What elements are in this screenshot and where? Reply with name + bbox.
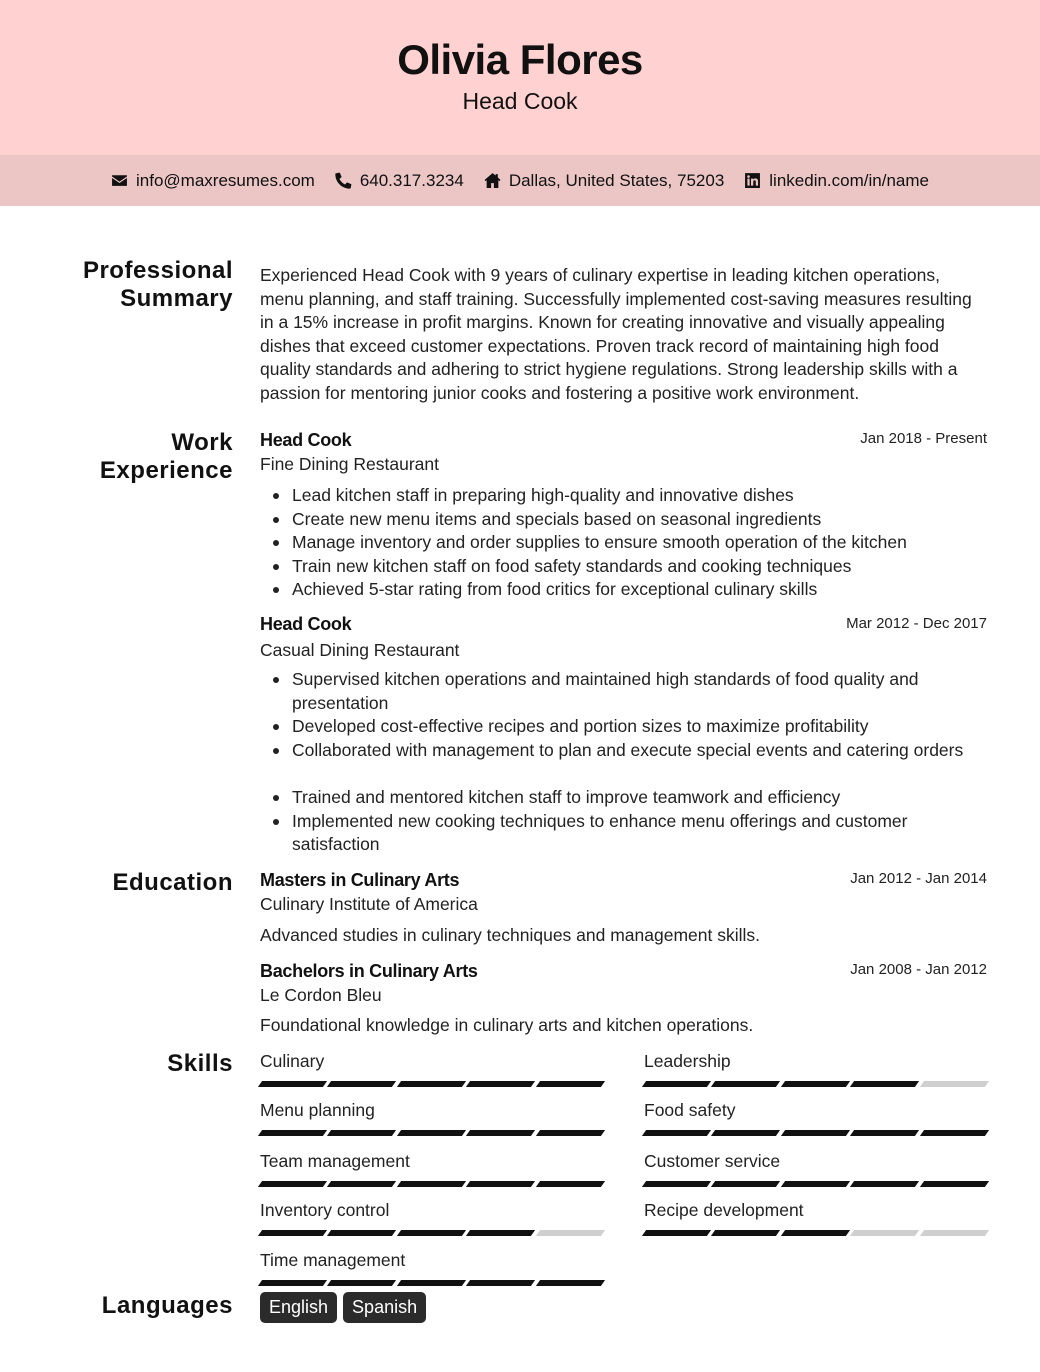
skill-name: Inventory control — [260, 1200, 390, 1220]
skill-segment-filled — [327, 1181, 397, 1187]
skill-segment-filled — [711, 1081, 781, 1087]
job-bullets — [292, 668, 992, 762]
list-item: Supervised kitchen operations and maintained high standards of food quality and presentation — [292, 668, 992, 715]
skill-segment-filled — [397, 1280, 467, 1286]
degree-title: Masters in Culinary Arts — [260, 870, 460, 890]
skill-level-bar — [260, 1081, 603, 1087]
skill-segment-filled — [642, 1181, 712, 1187]
skill-segment-empty — [850, 1230, 920, 1236]
language-tag: Spanish — [343, 1292, 426, 1323]
skill-segment-filled — [466, 1081, 536, 1087]
contact-linkedin[interactable] — [744, 171, 929, 191]
school-name: Culinary Institute of America — [260, 894, 478, 914]
skill-name: Menu planning — [260, 1100, 375, 1120]
contact-email[interactable] — [111, 171, 315, 191]
languages-list — [260, 1292, 426, 1323]
skill-segment-filled — [466, 1181, 536, 1187]
skill-segment-filled — [781, 1130, 851, 1136]
work-heading-line1: Work — [171, 429, 233, 456]
education-date: Jan 2008 - Jan 2012 — [850, 961, 987, 978]
skill-segment-filled — [642, 1230, 712, 1236]
job-title: Head Cook — [260, 614, 352, 634]
contact-location — [484, 171, 724, 191]
skill-name: Food safety — [644, 1100, 736, 1120]
list-item: Trained and mentored kitchen staff to improve teamwork and efficiency — [292, 786, 992, 810]
skill-level-bar — [644, 1181, 987, 1187]
skill-item — [644, 1200, 987, 1236]
phone-text: 640.317.3234 — [359, 170, 464, 190]
job-title: Head Cook — [260, 430, 352, 450]
list-item: Achieved 5-star rating from food critics for exceptional culinary skills — [292, 578, 992, 602]
skill-segment-filled — [466, 1230, 536, 1236]
skill-name: Customer service — [644, 1151, 781, 1171]
skill-segment-filled — [536, 1280, 606, 1286]
skill-segment-empty — [536, 1230, 606, 1236]
list-item: Train new kitchen staff on food safety standards and cooking techniques — [292, 555, 992, 579]
job-date: Mar 2012 - Dec 2017 — [846, 615, 987, 632]
skill-segment-filled — [536, 1081, 606, 1087]
skill-item — [260, 1100, 603, 1136]
skill-segment-filled — [397, 1230, 467, 1236]
skill-segment-filled — [258, 1130, 328, 1136]
job-bullets — [292, 484, 992, 602]
degree-title: Bachelors in Culinary Arts — [260, 961, 478, 981]
education-description: Advanced studies in culinary techniques and management skills. — [260, 925, 761, 945]
linkedin-icon — [744, 172, 761, 189]
skill-item — [644, 1051, 987, 1087]
skill-segment-filled — [258, 1280, 328, 1286]
skill-item — [260, 1151, 603, 1187]
skill-segment-filled — [327, 1081, 397, 1087]
skill-item — [644, 1151, 987, 1187]
skill-segment-filled — [536, 1130, 606, 1136]
skill-segment-filled — [536, 1181, 606, 1187]
skill-segment-filled — [920, 1181, 990, 1187]
envelope-icon — [111, 172, 128, 189]
email-text: info@maxresumes.com — [136, 170, 315, 190]
skill-level-bar — [260, 1230, 603, 1236]
skill-segment-filled — [258, 1181, 328, 1187]
skill-segment-filled — [327, 1280, 397, 1286]
list-item: Lead kitchen staff in preparing high-quality and innovative dishes — [292, 484, 992, 508]
skill-segment-filled — [781, 1230, 851, 1236]
skill-name: Leadership — [644, 1051, 731, 1071]
work-heading — [100, 429, 233, 485]
job-bullets-continued — [292, 786, 992, 857]
resume-header — [0, 0, 1040, 155]
skill-level-bar — [644, 1081, 987, 1087]
list-item: Developed cost-effective recipes and portion sizes to maximize profitability — [292, 715, 992, 739]
list-item: Manage inventory and order supplies to ensure smooth operation of the kitchen — [292, 531, 992, 555]
skill-segment-filled — [920, 1130, 990, 1136]
skill-segment-empty — [920, 1081, 990, 1087]
skill-segment-filled — [397, 1181, 467, 1187]
candidate-role: Head Cook — [462, 88, 578, 114]
skill-level-bar — [260, 1130, 603, 1136]
skill-name: Culinary — [260, 1051, 325, 1071]
skill-segment-filled — [466, 1280, 536, 1286]
skill-name: Time management — [260, 1250, 406, 1270]
skill-segment-filled — [258, 1230, 328, 1236]
skill-level-bar — [260, 1181, 603, 1187]
home-icon — [484, 172, 501, 189]
education-description: Foundational knowledge in culinary arts and kitchen operations. — [260, 1015, 754, 1035]
summary-heading-line2: Summary — [120, 285, 233, 312]
skill-segment-filled — [466, 1130, 536, 1136]
work-heading-line2: Experience — [99, 457, 233, 484]
job-company: Fine Dining Restaurant — [260, 454, 439, 474]
skill-item — [644, 1100, 987, 1136]
candidate-name: Olivia Flores — [397, 36, 643, 83]
skill-segment-filled — [711, 1181, 781, 1187]
skill-level-bar — [644, 1230, 987, 1236]
skill-segment-filled — [781, 1181, 851, 1187]
summary-text: Experienced Head Cook with 9 years of culinary expertise in leading kitchen operations, menu planning, and staff training. Successfully implemented cost-saving measures resulting in a 15% increase in profit margins. Known for creating innovative and visually appealing dishes that exceed customer expectations. Proven track record of maintaining high food quality standards and adhering to strict hygiene regulations. Strong leadership skills with a passion for mentoring junior cooks and fostering a positive work environment. — [260, 265, 972, 403]
skill-segment-filled — [850, 1130, 920, 1136]
job-date: Jan 2018 - Present — [860, 430, 987, 447]
skill-segment-filled — [850, 1181, 920, 1187]
skill-segment-filled — [397, 1130, 467, 1136]
skills-heading: Skills — [167, 1050, 233, 1077]
contact-phone[interactable] — [335, 171, 464, 191]
list-item: Create new menu items and specials based on seasonal ingredients — [292, 508, 992, 532]
skill-segment-filled — [711, 1130, 781, 1136]
list-item: Implemented new cooking techniques to enhance menu offerings and customer satisfaction — [292, 810, 992, 857]
skill-level-bar — [644, 1130, 987, 1136]
school-name: Le Cordon Bleu — [260, 985, 382, 1005]
skill-item — [260, 1250, 603, 1286]
skill-item — [260, 1200, 603, 1236]
language-tag: English — [260, 1292, 337, 1323]
linkedin-text: linkedin.com/in/name — [769, 170, 929, 190]
location-text: Dallas, United States, 75203 — [508, 170, 725, 190]
skill-segment-filled — [258, 1081, 328, 1087]
list-item: Collaborated with management to plan and execute special events and catering orders — [292, 739, 992, 763]
skill-segment-filled — [642, 1081, 712, 1087]
skill-level-bar — [260, 1280, 603, 1286]
skill-segment-filled — [327, 1230, 397, 1236]
job-company: Casual Dining Restaurant — [260, 640, 460, 660]
skill-segment-filled — [327, 1130, 397, 1136]
skill-segment-filled — [781, 1081, 851, 1087]
education-date: Jan 2012 - Jan 2014 — [850, 870, 987, 887]
skill-item — [260, 1051, 603, 1087]
phone-icon — [335, 172, 352, 189]
summary-heading — [83, 257, 233, 313]
education-heading: Education — [112, 869, 233, 896]
skill-name: Team management — [260, 1151, 410, 1171]
languages-heading: Languages — [101, 1292, 233, 1319]
skill-segment-filled — [397, 1081, 467, 1087]
summary-heading-line1: Professional — [82, 257, 233, 284]
skill-name: Recipe development — [644, 1200, 804, 1220]
contact-bar — [0, 155, 1040, 206]
skill-segment-filled — [711, 1230, 781, 1236]
skill-segment-filled — [850, 1081, 920, 1087]
skill-segment-filled — [642, 1130, 712, 1136]
skill-segment-empty — [920, 1230, 990, 1236]
